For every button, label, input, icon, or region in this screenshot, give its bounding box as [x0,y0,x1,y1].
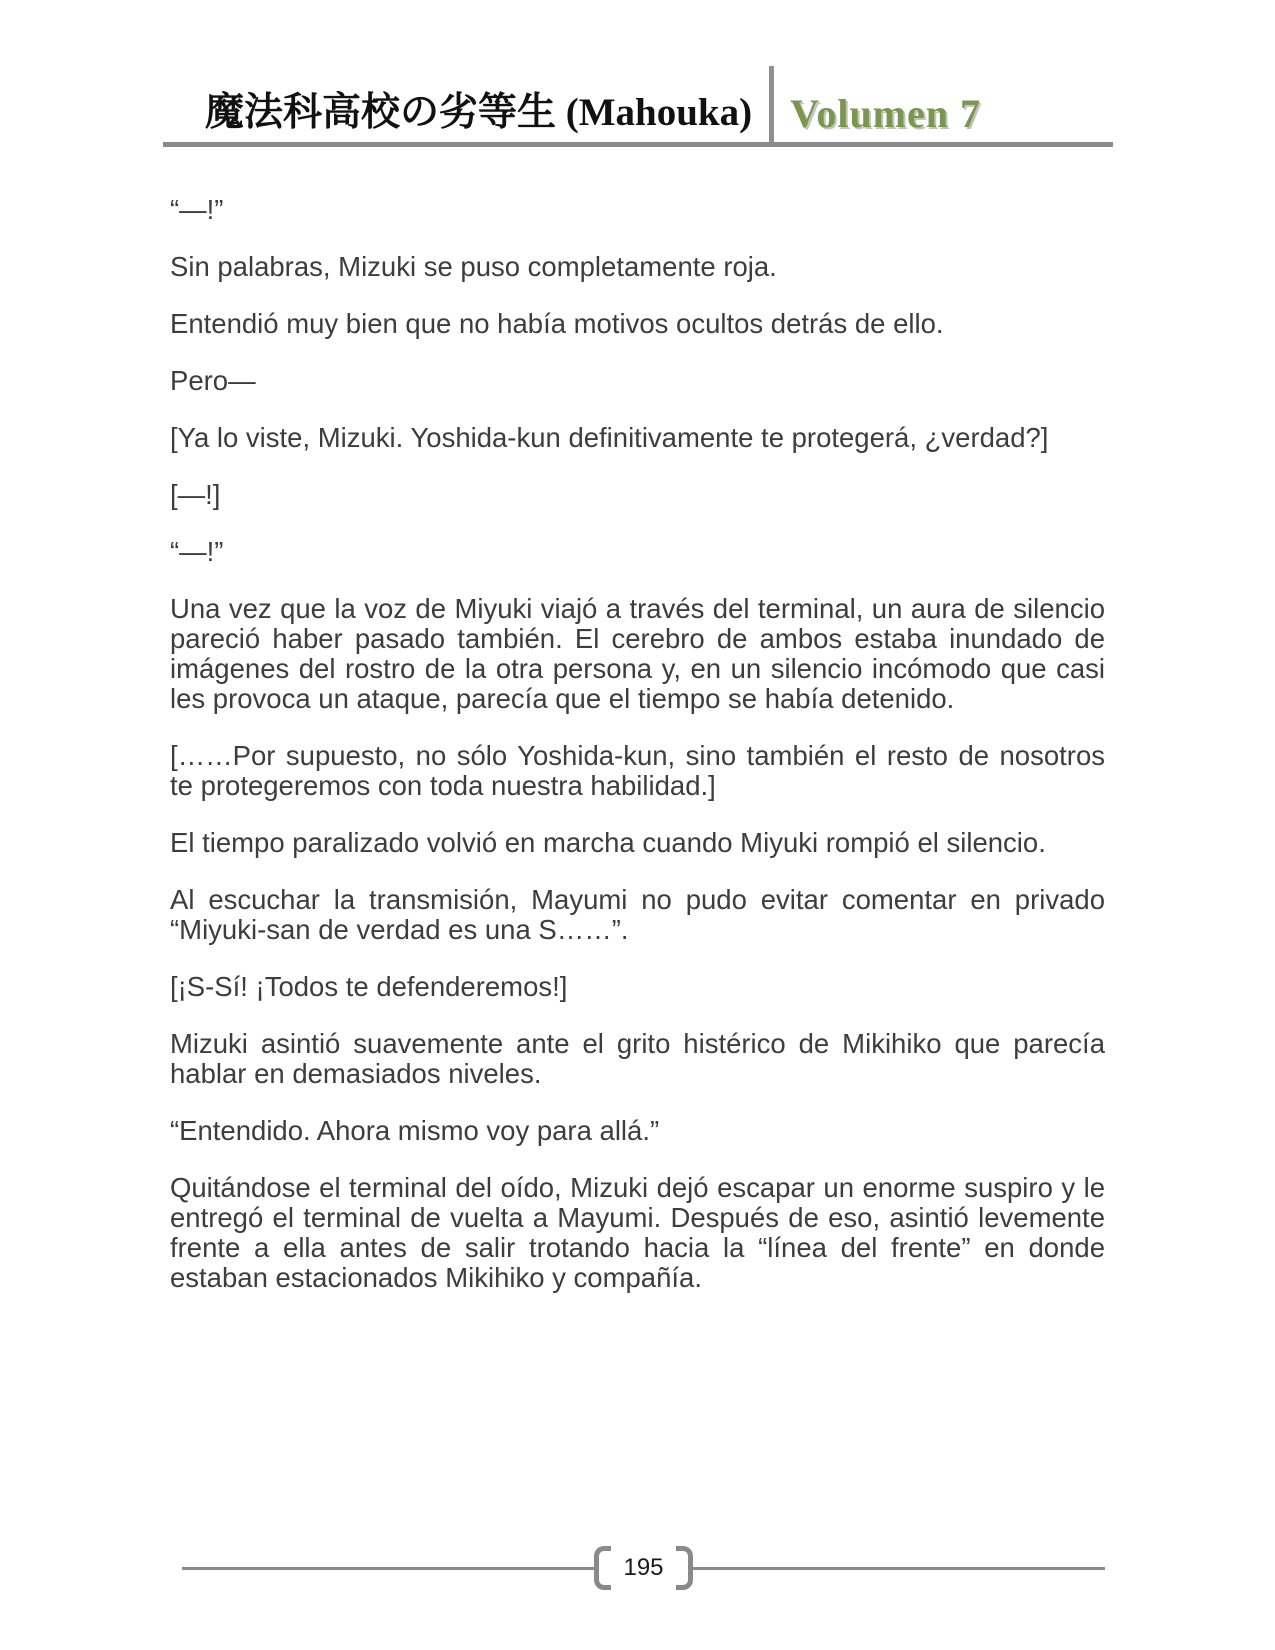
paragraph: “—!” [170,536,224,567]
paragraph: Mizuki asintió suavemente ante el grito histérico de Mikihiko que parecía hablar en demasiados niveles. [170,1028,1105,1089]
paragraph: [Ya lo viste, Mizuki. Yoshida-kun definitivamente te protegerá, ¿verdad?] [170,422,1049,453]
paragraph: Pero— [170,365,256,396]
volume-label: Volumen 7 [790,91,982,136]
book-title: 魔法科高校の劣等生 (Mahouka) [205,91,753,134]
paragraph: [……Por supuesto, no sólo Yoshida-kun, sino también el resto de nosotros te protegeremos con toda nuestra habilidad.] [170,740,1105,801]
paragraph: Una vez que la voz de Miyuki viajó a través del terminal, un aura de silencio pareció haber pasado también. El cerebro de ambos estaba inundado de imágenes del rostro de la otra persona y, en un silencio incómodo que casi les provoca un ataque, parecía que el tiempo se había detenido. [170,593,1105,714]
header-divider [769,66,774,142]
paragraph: “—!” [170,194,224,225]
page-footer [182,1546,1105,1590]
page-number-bracket-right-icon [676,1546,693,1590]
header-row [163,66,1113,142]
page-number: 195 [623,1554,664,1581]
paragraph: [—!] [170,479,221,510]
paragraph: Al escuchar la transmisión, Mayumi no pudo evitar comentar en privado “Miyuki-san de verdad es una S……”. [170,884,1105,945]
page-header [163,0,1113,147]
paragraph: [¡S-Sí! ¡Todos te defenderemos!] [170,971,568,1002]
paragraph: Entendió muy bien que no había motivos ocultos detrás de ello. [170,308,944,339]
footer-rule-right [693,1567,1105,1570]
page-number-bracket-left-icon [594,1546,611,1590]
paragraph: Quitándose el terminal del oído, Mizuki dejó escapar un enorme suspiro y le entregó el terminal de vuelta a Mayumi. Después de eso, asintió levemente frente a ella antes de salir trotando hacia la “línea del frente” en donde estaban estacionados Mikihiko y compañía. [170,1172,1105,1293]
paragraph: El tiempo paralizado volvió en marcha cuando Miyuki rompió el silencio. [170,827,1046,858]
footer-rule-left [182,1567,594,1570]
paragraph: Sin palabras, Mizuki se puso completamente roja. [170,251,777,282]
paragraph: “Entendido. Ahora mismo voy para allá.” [170,1115,660,1146]
page-body [170,147,1105,1293]
